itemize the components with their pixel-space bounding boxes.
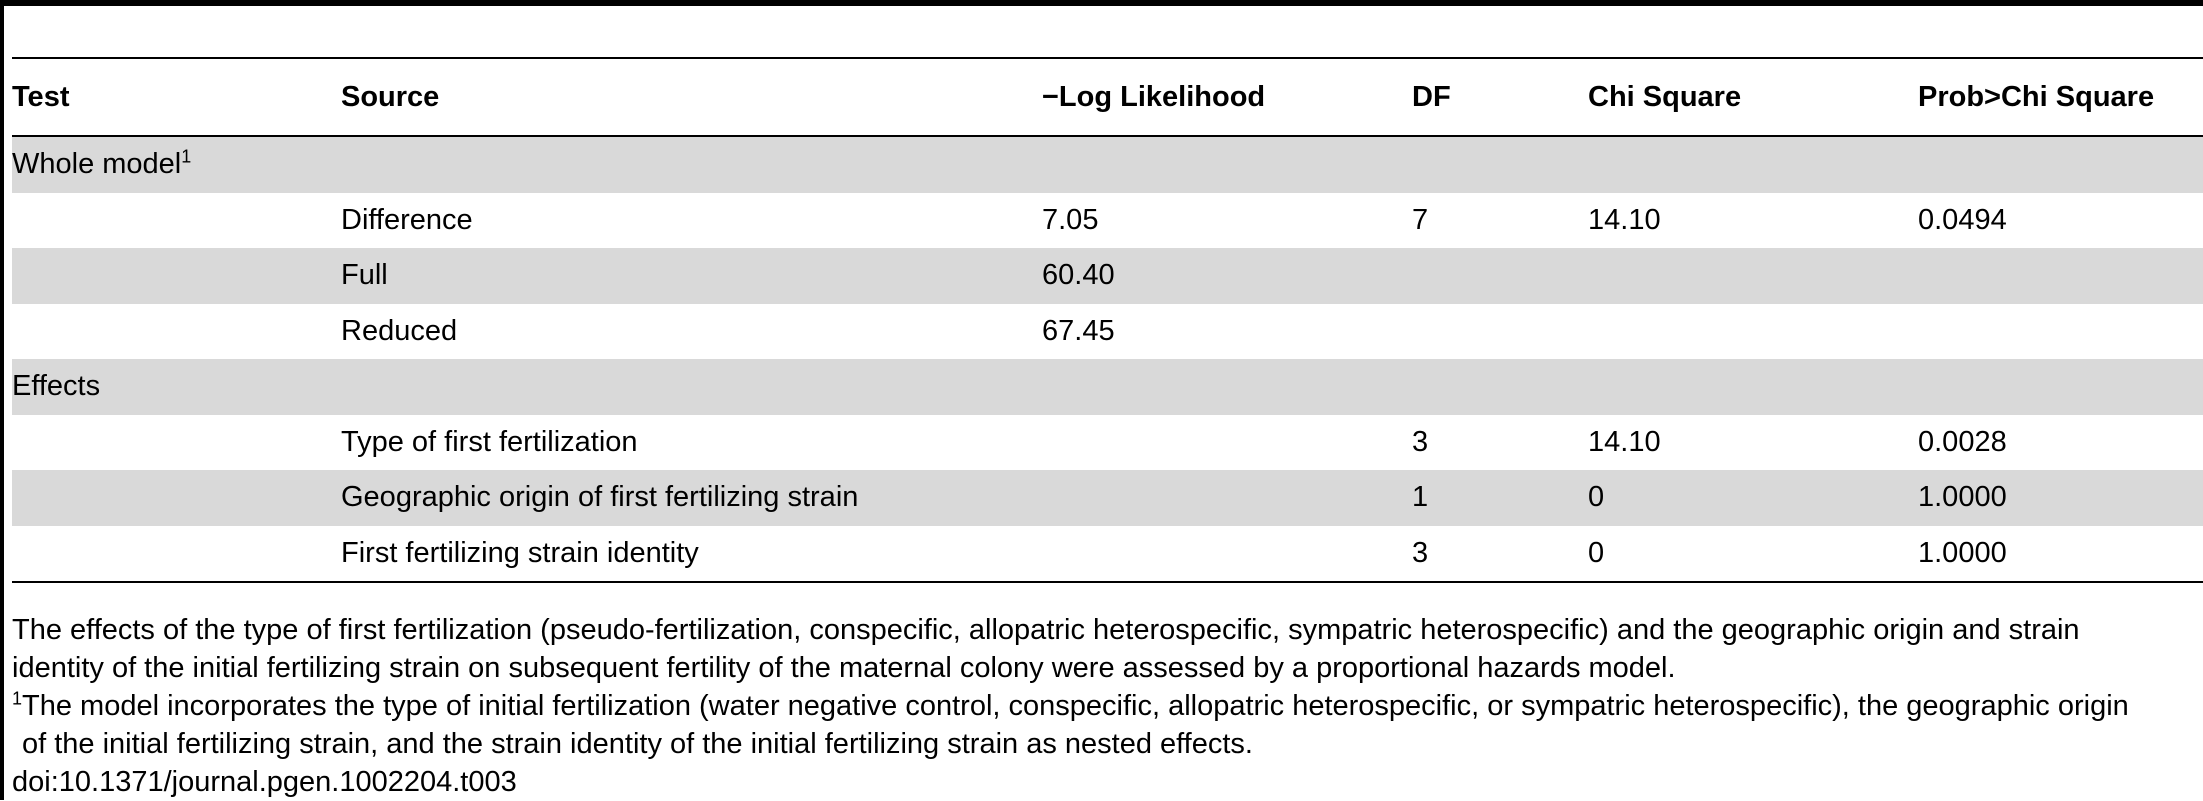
prob-cell: 0.0494 xyxy=(1918,203,2007,236)
loglik-cell xyxy=(1042,526,1412,583)
section-row-whole-model xyxy=(12,136,2203,193)
chi-cell xyxy=(1588,304,1918,360)
df-cell xyxy=(1412,248,1588,304)
source-cell: Type of first fertilization xyxy=(341,425,638,458)
section-label-effects: Effects xyxy=(12,359,2203,415)
results-table xyxy=(12,57,2203,583)
footnote-mark: 1 xyxy=(12,688,23,709)
loglik-cell xyxy=(1042,470,1412,526)
table-row xyxy=(12,415,2203,471)
caption-line-1: The effects of the type of first fertilization (pseudo-fertilization, conspecific, allopatric heterospecific, sympatric heterospecific) and the geographic origin and strain xyxy=(12,614,2080,646)
table-body xyxy=(12,136,2203,582)
loglik-cell xyxy=(1042,415,1412,471)
header-test: Test xyxy=(12,80,70,113)
chi-cell: 0 xyxy=(1588,470,1918,526)
table-row xyxy=(12,526,2203,583)
df-cell: 7 xyxy=(1412,203,1429,236)
prob-cell: 1.0000 xyxy=(1918,470,2203,526)
chi-cell: 14.10 xyxy=(1588,425,1661,458)
test-cell xyxy=(12,304,341,360)
table-container xyxy=(12,57,2203,583)
source-cell: Full xyxy=(341,248,1042,304)
source-cell: Reduced xyxy=(341,314,458,347)
chi-cell xyxy=(1588,248,1918,304)
source-cell: Difference xyxy=(341,203,473,236)
prob-cell: 1.0000 xyxy=(1918,536,2007,569)
header-row xyxy=(12,58,2203,136)
loglik-cell: 60.40 xyxy=(1042,248,1412,304)
source-cell: First fertilizing strain identity xyxy=(341,536,699,569)
table-header xyxy=(12,58,2203,136)
prob-cell: 0.0028 xyxy=(1918,425,2007,458)
table-row xyxy=(12,193,2203,249)
table-row xyxy=(12,304,2203,360)
header-source: Source xyxy=(341,80,440,113)
doi-link[interactable]: doi:10.1371/journal.pgen.1002204.t003 xyxy=(12,766,517,798)
section-label-cell xyxy=(12,136,2203,193)
caption-line-2: identity of the initial fertilizing strain on subsequent fertility of the maternal colony were assessed by a proportional hazards model. xyxy=(12,652,1676,684)
test-cell xyxy=(12,470,341,526)
loglik-cell: 67.45 xyxy=(1042,314,1115,347)
df-cell xyxy=(1412,304,1588,360)
chi-cell: 0 xyxy=(1588,536,1605,569)
chi-cell: 14.10 xyxy=(1588,203,1661,236)
header-log-likelihood: −Log Likelihood xyxy=(1042,80,1266,113)
header-prob-chi-square: Prob>Chi Square xyxy=(1918,80,2155,113)
table-row xyxy=(12,248,2203,304)
section-label-whole-model: Whole model xyxy=(12,148,182,181)
header-df: DF xyxy=(1412,80,1451,113)
test-cell xyxy=(12,415,341,471)
header-chi-square: Chi Square xyxy=(1588,80,1742,113)
prob-cell xyxy=(1918,248,2203,304)
loglik-cell: 7.05 xyxy=(1042,203,1099,236)
test-cell xyxy=(12,526,341,583)
test-cell xyxy=(12,193,341,249)
footnote-text-1: The model incorporates the type of initial fertilization (water negative control, conspecific, allopatric heterospecific, or sympatric heterospecific), the geographic origin xyxy=(22,690,2129,722)
table-notes xyxy=(12,611,2200,801)
table-row xyxy=(12,470,2203,526)
df-cell: 1 xyxy=(1412,470,1588,526)
left-border-rule xyxy=(0,0,4,800)
footnote-ref: 1 xyxy=(181,146,192,167)
df-cell: 3 xyxy=(1412,425,1429,458)
footnote-line-2: of the initial fertilizing strain, and the strain identity of the initial fertilizing strain as nested effects. xyxy=(22,728,1253,760)
df-cell: 3 xyxy=(1412,536,1429,569)
test-cell xyxy=(12,248,341,304)
prob-cell xyxy=(1918,304,2203,360)
top-border-rule xyxy=(0,0,2203,6)
section-row-effects xyxy=(12,359,2203,415)
source-cell: Geographic origin of first fertilizing strain xyxy=(341,470,1042,526)
footnote-line-1 xyxy=(12,687,2200,725)
